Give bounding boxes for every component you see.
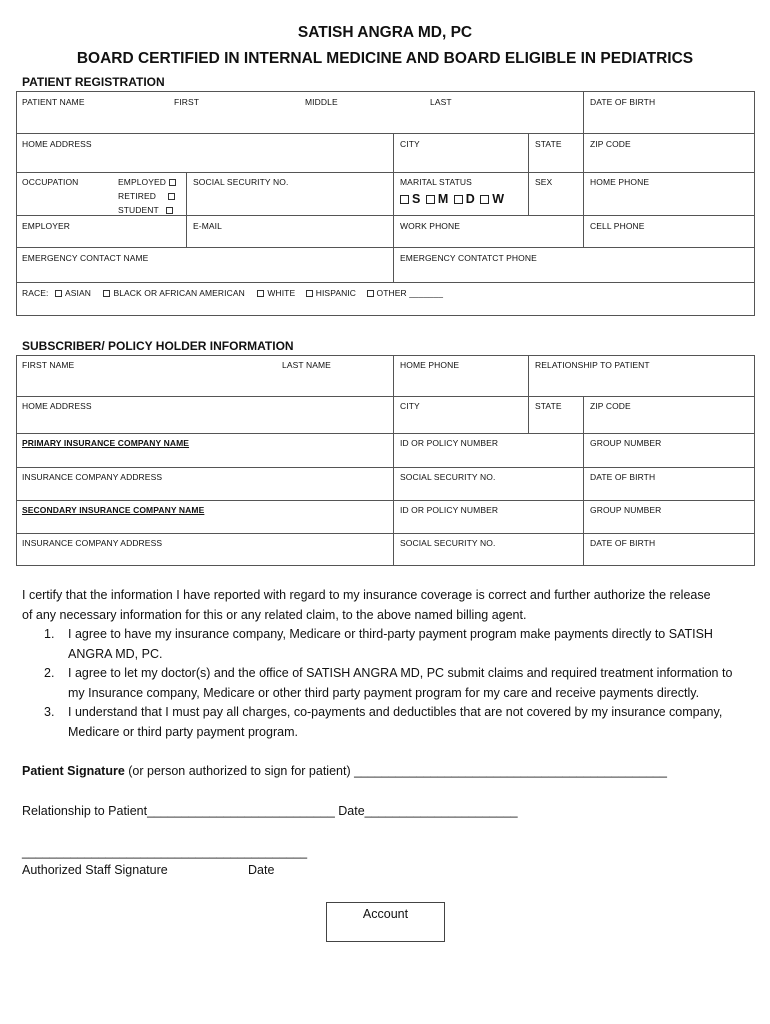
sub-state-label: STATE <box>535 401 562 411</box>
work-phone-label: WORK PHONE <box>400 221 461 231</box>
patient-signature-rest: (or person authorized to sign for patient) _____________________________________________ <box>124 764 667 778</box>
last-name-label: LAST <box>430 97 452 107</box>
patient-name-label: PATIENT NAME <box>22 97 85 107</box>
cert-line-1: I certify that the information I have reported with regard to my insurance coverage is correct and further authorize the release <box>22 588 711 602</box>
secondary-dob-label: DATE OF BIRTH <box>590 538 656 548</box>
emergency-contact-name-label: EMERGENCY CONTACT NAME <box>22 253 149 263</box>
employer-label: EMPLOYER <box>22 221 71 231</box>
staff-date-label: Date <box>248 863 275 877</box>
secondary-insurance-address-label: INSURANCE COMPANY ADDRESS <box>22 538 163 548</box>
list-item-text: I agree to have my insurance company, Medicare or third-party payment program make payments directly to SATISH <box>68 627 713 641</box>
primary-insurance-address-label: INSURANCE COMPANY ADDRESS <box>22 472 163 482</box>
sub-last-name-label: LAST NAME <box>282 360 331 370</box>
home-address-label: HOME ADDRESS <box>22 139 92 149</box>
list-item <box>44 625 754 664</box>
list-item-text-cont: ANGRA MD, PC. <box>68 646 163 661</box>
marital-m-checkbox[interactable] <box>426 195 435 204</box>
city-label: CITY <box>400 139 420 149</box>
middle-name-label: MIDDLE <box>305 97 338 107</box>
marital-m-label: M <box>437 192 449 206</box>
list-item-number: 3. <box>44 705 55 719</box>
list-item-text: I understand that I must pay all charges, co-payments and deductibles that are not covered by my insurance company, <box>68 705 723 719</box>
race-black-label: BLACK OR AFRICAN AMERICAN <box>113 288 245 298</box>
certification-statement <box>22 586 762 625</box>
retired-label: RETIRED <box>118 191 157 201</box>
account-label: Account <box>362 907 409 921</box>
employed-label: EMPLOYED <box>118 177 167 187</box>
race-white-checkbox[interactable] <box>257 290 264 297</box>
home-phone-label: HOME PHONE <box>590 177 650 187</box>
primary-insurance-label: PRIMARY INSURANCE COMPANY NAME <box>22 438 190 448</box>
race-other-label: OTHER _______ <box>376 288 444 298</box>
marital-status-options <box>400 192 504 206</box>
secondary-insurance-label: SECONDARY INSURANCE COMPANY NAME <box>22 505 205 515</box>
marital-w-checkbox[interactable] <box>480 195 489 204</box>
student-label: STUDENT <box>118 205 159 215</box>
zip-code-label: ZIP CODE <box>590 139 631 149</box>
list-item <box>44 664 754 703</box>
marital-s-checkbox[interactable] <box>400 195 409 204</box>
dob-label: DATE OF BIRTH <box>590 97 656 107</box>
sex-label: SEX <box>535 177 553 187</box>
marital-w-label: W <box>492 192 505 206</box>
retired-option[interactable] <box>118 191 178 201</box>
cell-phone-label: CELL PHONE <box>590 221 645 231</box>
sub-first-name-label: FIRST NAME <box>22 360 75 370</box>
agreement-list <box>44 625 754 742</box>
patient-signature-line[interactable] <box>22 762 667 782</box>
email-label: E-MAIL <box>193 221 222 231</box>
employed-checkbox[interactable] <box>169 179 176 186</box>
account-box[interactable] <box>326 902 445 942</box>
student-option[interactable] <box>118 205 176 215</box>
patient-signature-label: Patient Signature <box>22 764 125 778</box>
list-item-text-cont: Medicare or third party payment program. <box>68 724 298 739</box>
secondary-group-label: GROUP NUMBER <box>590 505 662 515</box>
state-label: STATE <box>535 139 562 149</box>
race-other-checkbox[interactable] <box>367 290 374 297</box>
student-checkbox[interactable] <box>166 207 173 214</box>
race-hispanic-checkbox[interactable] <box>306 290 313 297</box>
list-item-text-cont: my Insurance company, Medicare or other third party payment program for my care and receive payments directly. <box>68 685 700 700</box>
marital-s-label: S <box>412 192 421 206</box>
retired-checkbox[interactable] <box>168 193 175 200</box>
list-item-number: 2. <box>44 666 55 680</box>
secondary-id-label: ID OR POLICY NUMBER <box>400 505 499 515</box>
marital-status-label: MARITAL STATUS <box>400 177 472 187</box>
race-label: RACE: <box>22 288 49 298</box>
sub-zip-label: ZIP CODE <box>590 401 631 411</box>
sub-city-label: CITY <box>400 401 420 411</box>
staff-signature-label: Authorized Staff Signature <box>22 863 168 877</box>
sub-home-phone-label: HOME PHONE <box>400 360 460 370</box>
emergency-contact-phone-label: EMERGENCY CONTATCT PHONE <box>400 253 537 263</box>
ssn-label: SOCIAL SECURITY NO. <box>193 177 289 187</box>
list-item-number: 1. <box>44 627 55 641</box>
primary-ssn-label: SOCIAL SECURITY NO. <box>400 472 496 482</box>
marital-d-checkbox[interactable] <box>454 195 463 204</box>
first-name-label: FIRST <box>174 97 200 107</box>
race-row <box>22 288 443 298</box>
subscriber-table <box>16 355 755 566</box>
primary-group-label: GROUP NUMBER <box>590 438 662 448</box>
employed-option[interactable] <box>118 177 179 187</box>
practice-subtitle: BOARD CERTIFIED IN INTERNAL MEDICINE AND BOARD ELIGIBLE IN PEDIATRICS <box>76 50 694 67</box>
marital-d-label: D <box>465 192 475 206</box>
race-asian-label: ASIAN <box>64 288 91 298</box>
staff-signature-line[interactable]: _________________________________________ <box>22 845 308 859</box>
secondary-ssn-label: SOCIAL SECURITY NO. <box>400 538 496 548</box>
list-item <box>44 703 754 742</box>
cert-line-2: of any necessary information for this or any related claim, to the above named billing agent. <box>22 607 527 622</box>
primary-dob-label: DATE OF BIRTH <box>590 472 656 482</box>
patient-registration-heading: PATIENT REGISTRATION <box>22 75 165 89</box>
sub-home-address-label: HOME ADDRESS <box>22 401 92 411</box>
race-white-label: WHITE <box>267 288 296 298</box>
practice-name: SATISH ANGRA MD, PC <box>297 24 473 41</box>
race-hispanic-label: HISPANIC <box>315 288 357 298</box>
race-asian-checkbox[interactable] <box>55 290 62 297</box>
occupation-label: OCCUPATION <box>22 177 79 187</box>
race-black-checkbox[interactable] <box>103 290 110 297</box>
subscriber-heading: SUBSCRIBER/ POLICY HOLDER INFORMATION <box>22 339 294 353</box>
relationship-date-line[interactable]: Relationship to Patient___________________________ Date______________________ <box>22 804 518 818</box>
list-item-text: I agree to let my doctor(s) and the office of SATISH ANGRA MD, PC submit claims and required treatment information to <box>68 666 733 680</box>
primary-id-label: ID OR POLICY NUMBER <box>400 438 499 448</box>
sub-relationship-label: RELATIONSHIP TO PATIENT <box>535 360 650 370</box>
